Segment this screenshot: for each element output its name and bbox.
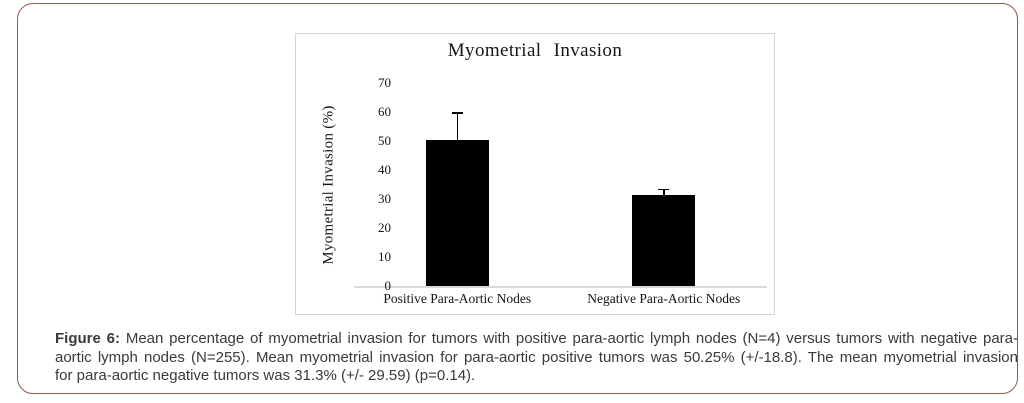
y-tick-label: 0 (384, 278, 391, 293)
error-bar-cap (658, 189, 669, 191)
error-bar-whisker (457, 112, 459, 140)
chart-title: Myometrial Invasion (447, 40, 623, 61)
x-tick-label: Negative Para-Aortic Nodes (587, 291, 741, 306)
figure-caption (55, 330, 1018, 386)
y-tick-label: 50 (378, 133, 391, 148)
bar (426, 140, 489, 286)
figure-caption-label: Figure 6: (55, 330, 120, 347)
x-tick-label: Positive Para-Aortic Nodes (383, 291, 532, 306)
y-tick-label: 40 (378, 162, 391, 177)
caption-line-1 (55, 330, 1018, 349)
x-axis-baseline (354, 286, 767, 288)
chart-frame (295, 33, 775, 315)
y-tick-label: 70 (378, 75, 391, 90)
y-axis-label: Myometrial Invasion (%) (320, 105, 337, 265)
bar (632, 195, 695, 286)
y-tick-label: 60 (378, 104, 391, 119)
figure-card (17, 3, 1018, 394)
caption-line-3: for para-aortic negative tumors was 31.3% (+/- 29.59) (p=0.14). (55, 367, 476, 384)
caption-line-1-text: Mean percentage of myometrial invasion for tumors with positive para-aortic lymph nodes (N=4) versus tumors with negative para- (120, 330, 1019, 347)
y-tick-label: 20 (378, 220, 391, 235)
y-tick-label: 30 (378, 191, 391, 206)
caption-line-2: aortic lymph nodes (N=255). Mean myometrial invasion for para-aortic positive tumors was 50.25% (+/-18.8). The mean myometrial invasion (55, 348, 1018, 366)
error-bar-cap (452, 112, 463, 114)
y-tick-label: 10 (378, 249, 391, 264)
